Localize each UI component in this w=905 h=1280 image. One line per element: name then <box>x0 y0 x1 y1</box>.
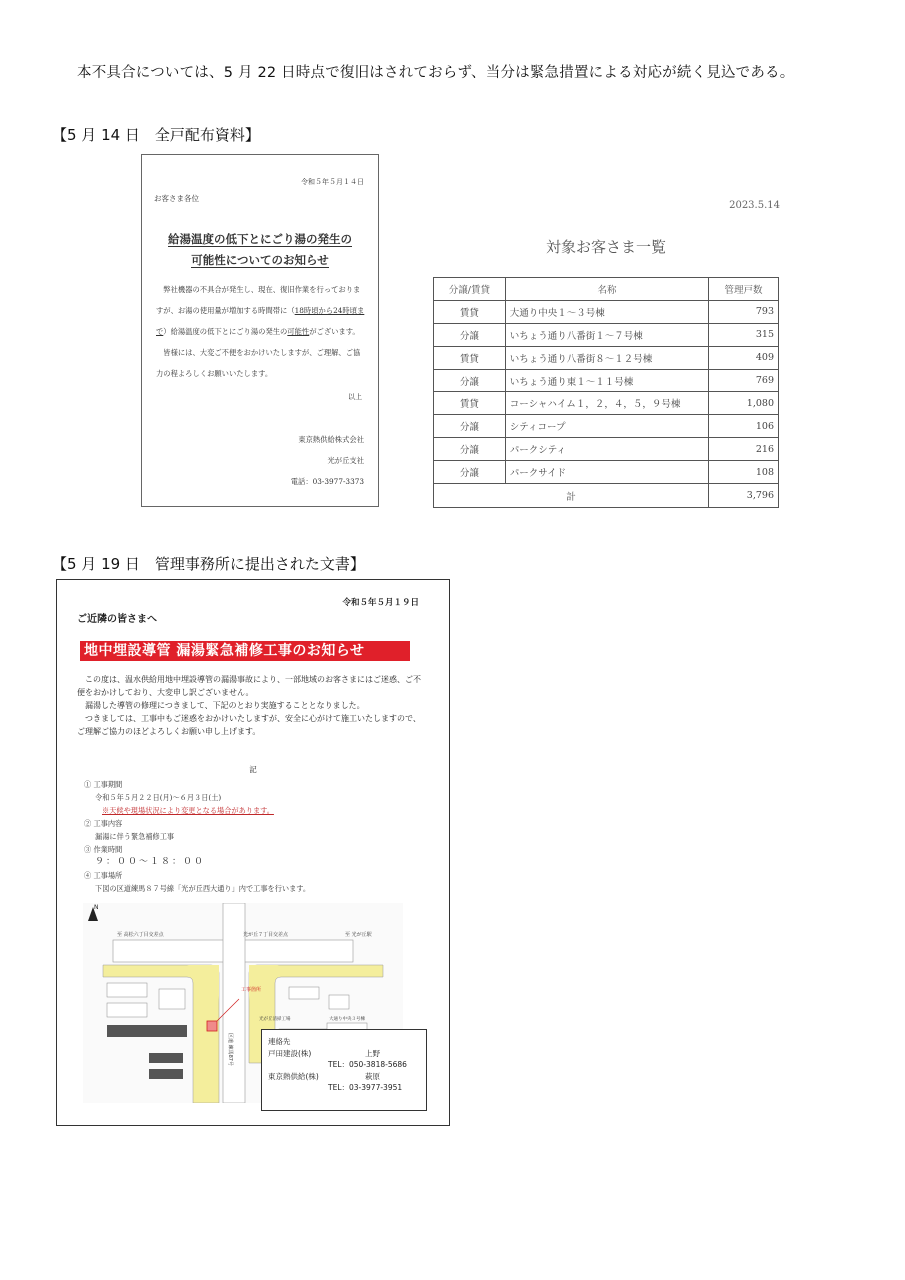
notice1-para2: 皆様には、大変ご不便をおかけいたしますが、ご理解、ご協力の程よろしくお願いいたします。 <box>156 348 361 378</box>
notice1-phone: 電話：03-3977-3373 <box>290 477 364 486</box>
map-building-dark <box>149 1053 183 1063</box>
map-building <box>159 989 185 1009</box>
notice2-ki: 記 <box>249 765 257 774</box>
contact-tel2: TEL：03-3977-3951 <box>328 1083 403 1092</box>
item3-value: ９：００～１８：００ <box>95 857 206 867</box>
item4-value: 下図の区道練馬８７号線「光が丘西大通り」内で工事を行います。 <box>95 884 311 893</box>
map-building-dark <box>107 1025 187 1037</box>
notice1-para1-a: 弊社機器の不具合が発生し、現在、復旧作業を行って <box>163 285 339 294</box>
item1-value: 令和５年５月２２日(月)～６月３日(土) <box>95 793 222 802</box>
notice1-addressee: お客さま各位 <box>154 194 199 203</box>
contact-title: 連絡先 <box>268 1037 291 1046</box>
map-building <box>107 1003 147 1017</box>
map-building <box>107 983 147 997</box>
notice2-para3: つきましては、工事中もご迷惑をおかけいたしますが、安全に心がけて施工いたしますので、ご理解ご協力のほどよろしくお願い申し上げます。 <box>77 714 421 736</box>
notice1-body <box>156 279 366 384</box>
row-type: 賃貸 <box>434 300 506 323</box>
table-row <box>434 438 779 461</box>
row-units: 409 <box>709 346 779 369</box>
item1-note: ※天候や現場状況により変更となる場合があります。 <box>102 806 274 815</box>
table-row <box>434 346 779 369</box>
row-name: パークサイド <box>505 461 708 484</box>
row-units: 793 <box>709 300 779 323</box>
row-type: 分譲 <box>434 369 506 392</box>
map-cross-road <box>223 903 245 1103</box>
row-units: 106 <box>709 415 779 438</box>
contact-tel1: TEL：050-3818-5686 <box>328 1060 407 1069</box>
row-type: 分譲 <box>434 461 506 484</box>
item4-label: ④ 工事場所 <box>84 871 123 880</box>
notice1-para1-e: がございます。 <box>309 327 360 336</box>
row-name: いちょう通り東１～１１号棟 <box>505 369 708 392</box>
row-type: 賃貸 <box>434 392 506 415</box>
map-label-mid: 光が丘７丁目交差点 <box>243 932 289 938</box>
notice-repair-work <box>56 579 450 1126</box>
row-type: 分譲 <box>434 323 506 346</box>
section2-heading: 【5 月 19 日 管理事務所に提出された文書】 <box>52 555 365 573</box>
map-north: N <box>94 904 99 911</box>
row-name: パークシティ <box>505 438 708 461</box>
notice1-para1-c: ）給湯温度の低下とにごり湯の発生の <box>163 327 288 336</box>
notice1-company: 東京熱供給株式会社 <box>298 435 364 444</box>
notice1-branch: 光が丘支社 <box>327 456 364 465</box>
customer-table-header <box>434 278 779 301</box>
customer-list-date: 2023.5.14 <box>729 200 780 211</box>
notice2-greeting: ご近隣の皆さまへ <box>77 614 157 625</box>
row-units: 769 <box>709 369 779 392</box>
item2-label: ② 工事内容 <box>84 819 123 828</box>
notice1-date: 令和５年５月１４日 <box>301 178 364 186</box>
map-label-right: 至 光が丘駅 <box>345 932 372 938</box>
table-row <box>434 323 779 346</box>
row-type: 分譲 <box>434 438 506 461</box>
row-units: 315 <box>709 323 779 346</box>
row-name: いちょう通り八番街８～１２号棟 <box>505 346 708 369</box>
contact-company1: 戸田建設(株) <box>268 1048 312 1058</box>
notice1-closing: 以上 <box>348 393 362 401</box>
contact-person2: 萩原 <box>365 1071 380 1081</box>
contact-person1: 上野 <box>365 1048 380 1058</box>
notice2-para1: この度は、温水供給用地中埋設導管の漏湯事故により、一部地域のお客さまにはご迷惑、ご不便をおかけしており、大変申し訳ございません。 <box>77 675 421 697</box>
intro-text: 本不具合については、5 月 22 日時点で復旧はされておらず、当分は緊急措置による対応が続く見込である。 <box>77 65 795 81</box>
row-units: 216 <box>709 438 779 461</box>
total-value: 3,796 <box>709 484 779 508</box>
header-type: 分譲/賃貸 <box>434 278 506 301</box>
total-label: 計 <box>434 484 709 508</box>
customer-table <box>433 277 779 508</box>
row-type: 分譲 <box>434 415 506 438</box>
contact-row2 <box>268 1071 420 1083</box>
notice-hot-water <box>141 154 379 507</box>
map-label-road: 区道 練馬87号 <box>227 1033 233 1066</box>
table-row <box>434 392 779 415</box>
contact-row1 <box>268 1048 420 1060</box>
table-row <box>434 461 779 484</box>
notice1-title-line1: 給湯温度の低下とにごり湯の発生の <box>168 232 352 246</box>
notice1-para1-d: 可能性 <box>287 327 310 336</box>
table-row <box>434 369 779 392</box>
contact-company2: 東京熱供給(株) <box>268 1071 319 1081</box>
table-total-row <box>434 484 779 508</box>
map-building <box>329 995 349 1009</box>
row-name: 大通り中央１～３号棟 <box>505 300 708 323</box>
map-work-site-marker <box>207 1021 217 1031</box>
notice1-title-line2: 可能性についてのお知らせ <box>191 253 329 267</box>
row-name: コーシャハイム１，２，４，５，９号棟 <box>505 392 708 415</box>
table-row <box>434 415 779 438</box>
notice1-para1-ul1: 18時頃 <box>294 306 319 315</box>
row-name: シティコープ <box>505 415 708 438</box>
notice2-banner: 地中埋設導管 漏湯緊急補修工事のお知らせ <box>80 641 410 661</box>
customer-list <box>430 190 782 508</box>
notice1-signature <box>291 429 364 492</box>
map-label-worksite: 工事箇所 <box>241 987 262 993</box>
table-row <box>434 300 779 323</box>
item1-label: ① 工事期間 <box>84 780 123 789</box>
notice2-para2: 漏湯した導管の修理につきまして、下記のとおり実施することとなりました。 <box>85 701 365 710</box>
header-units: 管理戸数 <box>709 278 779 301</box>
notice1-title <box>142 229 378 271</box>
row-name: いちょう通り八番街１～７号棟 <box>505 323 708 346</box>
notice1-para1-ul2: から24時頃まで <box>156 306 365 336</box>
map-label-bldg-mid: 光が丘清掃工場 <box>259 1017 291 1022</box>
row-units: 108 <box>709 461 779 484</box>
item3-label: ③ 作業時間 <box>84 845 123 854</box>
contact-box <box>261 1029 427 1111</box>
customer-list-title: 対象お客さま一覧 <box>545 238 666 256</box>
row-units: 1,080 <box>709 392 779 415</box>
map-label-left: 至 高松六丁目交差点 <box>117 932 164 938</box>
notice2-date: 令和５年５月１９日 <box>342 598 419 608</box>
header-name: 名称 <box>505 278 708 301</box>
map-label-bldg-right: 大通り中央３号棟 <box>329 1017 365 1022</box>
item2-value: 漏湯に伴う緊急補修工事 <box>95 832 175 841</box>
notice1-para1 <box>156 279 366 342</box>
notice2-items <box>84 778 310 895</box>
notice1-para1-b: おりますが、お湯の使用量が増加する時間帯に（ <box>156 285 361 315</box>
map-building-dark <box>149 1069 183 1079</box>
map-building <box>289 987 319 999</box>
row-type: 賃貸 <box>434 346 506 369</box>
section1-heading: 【5 月 14 日 全戸配布資料】 <box>52 126 260 144</box>
notice2-body <box>77 673 427 738</box>
